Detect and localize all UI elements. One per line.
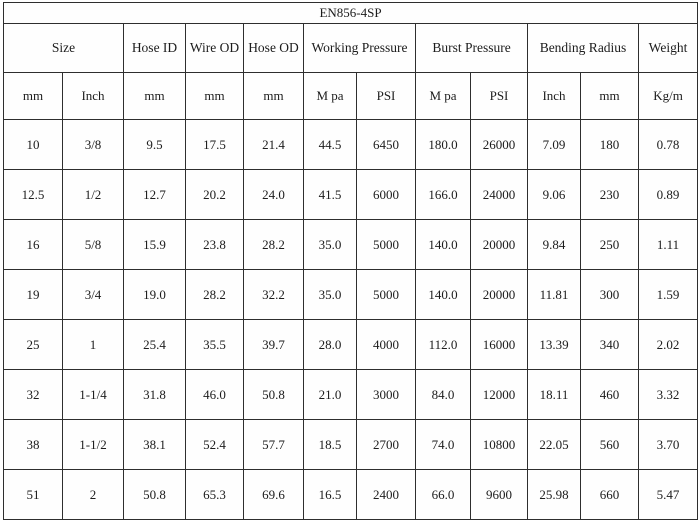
table-body: [4, 120, 698, 520]
table-cell: 17.5: [186, 120, 244, 170]
table-cell: 50.8: [124, 470, 186, 520]
table-cell: 51: [4, 470, 63, 520]
table-cell: 9.5: [124, 120, 186, 170]
table-cell: 65.3: [186, 470, 244, 520]
table-cell: 112.0: [416, 320, 471, 370]
table-cell: 52.4: [186, 420, 244, 470]
table-cell: 23.8: [186, 220, 244, 270]
table-cell: 19.0: [124, 270, 186, 320]
table-cell: 7.09: [528, 120, 581, 170]
table-cell: 1.11: [639, 220, 698, 270]
table-cell: 9.84: [528, 220, 581, 270]
table-cell: 250: [581, 220, 639, 270]
table-cell: 3/4: [63, 270, 124, 320]
table-cell: 10800: [471, 420, 528, 470]
unit-hose-id-mm: mm: [124, 73, 186, 120]
table-cell: 16.5: [304, 470, 357, 520]
table-cell: 2: [63, 470, 124, 520]
table-cell: 66.0: [416, 470, 471, 520]
table-cell: 28.0: [304, 320, 357, 370]
table-cell: 16: [4, 220, 63, 270]
table-cell: 12000: [471, 370, 528, 420]
table-cell: 5000: [357, 270, 416, 320]
table-cell: 39.7: [244, 320, 304, 370]
table-title-row: [4, 3, 698, 24]
table-units-row: [4, 73, 698, 120]
table-cell: 18.11: [528, 370, 581, 420]
unit-bending-radius-mm: mm: [581, 73, 639, 120]
table-cell: 166.0: [416, 170, 471, 220]
table-cell: 20000: [471, 220, 528, 270]
table-cell: 18.5: [304, 420, 357, 470]
table-row: [4, 370, 698, 420]
table-row: [4, 170, 698, 220]
table-cell: 140.0: [416, 220, 471, 270]
table-cell: 35.0: [304, 270, 357, 320]
table-cell: 25.4: [124, 320, 186, 370]
table-cell: 230: [581, 170, 639, 220]
column-header-wire-od: Wire OD: [186, 24, 244, 73]
table-cell: 3000: [357, 370, 416, 420]
table-cell: 50.8: [244, 370, 304, 420]
table-cell: 22.05: [528, 420, 581, 470]
table-cell: 6450: [357, 120, 416, 170]
table-cell: 21.4: [244, 120, 304, 170]
table-cell: 38: [4, 420, 63, 470]
unit-working-pressure-mpa: M pa: [304, 73, 357, 120]
column-header-hose-od: Hose OD: [244, 24, 304, 73]
table-cell: 3/8: [63, 120, 124, 170]
column-header-working-pressure: Working Pressure: [304, 24, 416, 73]
unit-size-inch: Inch: [63, 73, 124, 120]
table-cell: 38.1: [124, 420, 186, 470]
table-cell: 26000: [471, 120, 528, 170]
column-header-burst-pressure: Burst Pressure: [416, 24, 528, 73]
table-cell: 15.9: [124, 220, 186, 270]
table-cell: 300: [581, 270, 639, 320]
spec-table: [3, 2, 698, 520]
table-row: [4, 470, 698, 520]
table-cell: 16000: [471, 320, 528, 370]
table-cell: 0.89: [639, 170, 698, 220]
table-cell: 9600: [471, 470, 528, 520]
table-cell: 32.2: [244, 270, 304, 320]
table-cell: 2.02: [639, 320, 698, 370]
table-cell: 340: [581, 320, 639, 370]
table-row: [4, 420, 698, 470]
table-row: [4, 270, 698, 320]
table-cell: 69.6: [244, 470, 304, 520]
table-cell: 74.0: [416, 420, 471, 470]
table-cell: 28.2: [186, 270, 244, 320]
table-cell: 1.59: [639, 270, 698, 320]
table-cell: 20.2: [186, 170, 244, 220]
table-cell: 2400: [357, 470, 416, 520]
unit-size-mm: mm: [4, 73, 63, 120]
table-cell: 46.0: [186, 370, 244, 420]
table-cell: 460: [581, 370, 639, 420]
table-cell: 25.98: [528, 470, 581, 520]
unit-burst-pressure-psi: PSI: [471, 73, 528, 120]
table-cell: 6000: [357, 170, 416, 220]
table-cell: 84.0: [416, 370, 471, 420]
table-cell: 560: [581, 420, 639, 470]
table-cell: 180.0: [416, 120, 471, 170]
table-cell: 5/8: [63, 220, 124, 270]
table-title: EN856-4SP: [4, 3, 698, 24]
table-cell: 9.06: [528, 170, 581, 220]
table-cell: 1-1/2: [63, 420, 124, 470]
table-cell: 180: [581, 120, 639, 170]
unit-wire-od-mm: mm: [186, 73, 244, 120]
table-cell: 24.0: [244, 170, 304, 220]
table-cell: 2700: [357, 420, 416, 470]
table-cell: 1/2: [63, 170, 124, 220]
table-cell: 1: [63, 320, 124, 370]
table-cell: 31.8: [124, 370, 186, 420]
column-header-weight: Weight: [639, 24, 698, 73]
table-cell: 660: [581, 470, 639, 520]
table-cell: 12.5: [4, 170, 63, 220]
table-row: [4, 320, 698, 370]
table-cell: 4000: [357, 320, 416, 370]
unit-weight-kg-m: Kg/m: [639, 73, 698, 120]
table-cell: 28.2: [244, 220, 304, 270]
table-cell: 13.39: [528, 320, 581, 370]
table-cell: 5.47: [639, 470, 698, 520]
table-cell: 20000: [471, 270, 528, 320]
unit-bending-radius-inch: Inch: [528, 73, 581, 120]
table-cell: 3.32: [639, 370, 698, 420]
table-group-header-row: [4, 24, 698, 73]
table-cell: 25: [4, 320, 63, 370]
unit-burst-pressure-mpa: M pa: [416, 73, 471, 120]
column-header-hose-id: Hose ID: [124, 24, 186, 73]
table-cell: 24000: [471, 170, 528, 220]
table-cell: 3.70: [639, 420, 698, 470]
unit-working-pressure-psi: PSI: [357, 73, 416, 120]
table-cell: 44.5: [304, 120, 357, 170]
table-cell: 41.5: [304, 170, 357, 220]
table-row: [4, 120, 698, 170]
table-cell: 32: [4, 370, 63, 420]
table-cell: 0.78: [639, 120, 698, 170]
table-cell: 57.7: [244, 420, 304, 470]
table-cell: 1-1/4: [63, 370, 124, 420]
table-cell: 12.7: [124, 170, 186, 220]
table-cell: 35.5: [186, 320, 244, 370]
table-cell: 19: [4, 270, 63, 320]
table-cell: 35.0: [304, 220, 357, 270]
column-header-size: Size: [4, 24, 124, 73]
table-row: [4, 220, 698, 270]
table-cell: 11.81: [528, 270, 581, 320]
column-header-bending-radius: Bending Radius: [528, 24, 639, 73]
table-cell: 21.0: [304, 370, 357, 420]
table-cell: 5000: [357, 220, 416, 270]
table-cell: 140.0: [416, 270, 471, 320]
table-cell: 10: [4, 120, 63, 170]
unit-hose-od-mm: mm: [244, 73, 304, 120]
